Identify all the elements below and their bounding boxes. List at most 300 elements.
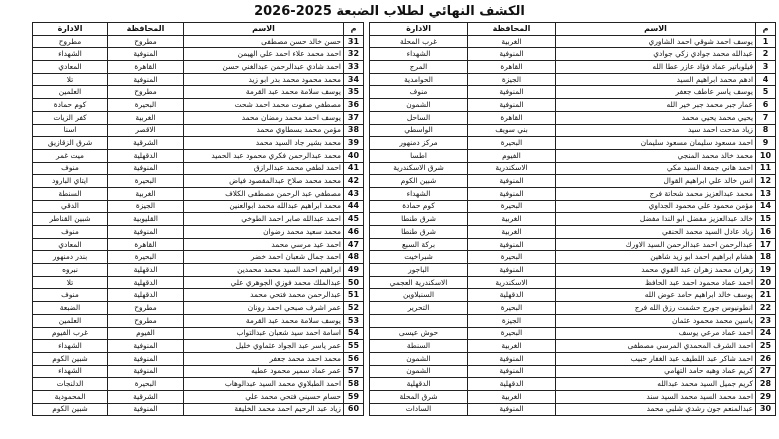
table-header-row [370, 23, 776, 36]
table-row [33, 251, 364, 264]
cell-number: 32 [344, 48, 364, 61]
table-row [370, 352, 776, 365]
cell-name: احمد الشرف المحمدي المرسي مصطفى [556, 340, 756, 353]
cell-governorate: المنوفية [108, 365, 184, 378]
cell-governorate: المنوفية [468, 264, 556, 277]
cell-number: 30 [756, 403, 776, 416]
cell-administration: شرق طنطا [370, 213, 468, 226]
cell-administration: منوف [370, 86, 468, 99]
cell-governorate: بني سويف [468, 124, 556, 137]
cell-name: احمد عماد مرعي يوسف [556, 327, 756, 340]
table-row [33, 175, 364, 188]
cell-name: عبدالرحمن احمد عبدالرحمن السيد الاورك [556, 238, 756, 251]
cell-governorate: الغربية [468, 340, 556, 353]
cell-number: 21 [756, 289, 776, 302]
cell-name: زياد عادل السيد محمد الحنفي [556, 226, 756, 239]
cell-administration: اسنا [33, 124, 108, 137]
cell-number: 27 [756, 365, 776, 378]
cell-administration: السنطة [33, 187, 108, 200]
cell-name: كريم جميل السيد محمد عبدالله [556, 378, 756, 391]
cell-name: انطونيوس جورج حشمت رزق الله فرج [556, 302, 756, 315]
cell-administration: الشهداء [370, 48, 468, 61]
cell-governorate: الدقهلية [108, 264, 184, 277]
cell-governorate: المنوفية [468, 187, 556, 200]
cell-administration: الساحل [370, 111, 468, 124]
cell-administration: ايتاي البارود [33, 175, 108, 188]
cell-administration: الحوامدية [370, 73, 468, 86]
cell-governorate: الدقهلية [468, 378, 556, 391]
cell-number: 7 [756, 111, 776, 124]
cell-governorate: المنوفية [108, 226, 184, 239]
table-row [370, 289, 776, 302]
cell-name: احمد عبدالله صابر احمد الطوخي [184, 213, 344, 226]
table-row [33, 390, 364, 403]
cell-name: محمد محمد صلاح عبدالمقصود فياض [184, 175, 344, 188]
table-row [33, 276, 364, 289]
cell-number: 51 [344, 289, 364, 302]
cell-name: محمد محمود محمد بدر ابو زيد [184, 73, 344, 86]
cell-name: يوسف ياسر عاطف جعفر [556, 86, 756, 99]
cell-governorate: مطروح [108, 35, 184, 48]
cell-name: اسامة احمد سيد شعبان عبدالتواب [184, 327, 344, 340]
table-row [33, 314, 364, 327]
table-row [370, 213, 776, 226]
cell-number: 45 [344, 213, 364, 226]
cell-governorate: البحيرة [468, 327, 556, 340]
cell-administration: منوف [33, 162, 108, 175]
cell-number: 47 [344, 238, 364, 251]
cell-name: احمد شاكر عبد اللطيف عبد الغفار حبيب [556, 352, 756, 365]
cell-number: 18 [756, 251, 776, 264]
cell-governorate: المنوفية [108, 352, 184, 365]
cell-number: 10 [756, 149, 776, 162]
cell-number: 33 [344, 61, 364, 74]
cell-number: 17 [756, 238, 776, 251]
cell-administration: شرق طنطا [370, 226, 468, 239]
table-row [33, 327, 364, 340]
table-row [370, 327, 776, 340]
table-row [33, 35, 364, 48]
cell-administration: اطسا [370, 149, 468, 162]
cell-governorate: البحيرة [108, 251, 184, 264]
cell-administration: مطروح [33, 35, 108, 48]
table-row [370, 61, 776, 74]
table-row [33, 137, 364, 150]
cell-number: 9 [756, 137, 776, 150]
cell-governorate: المنوفية [468, 352, 556, 365]
cell-administration: الدلنجات [33, 378, 108, 391]
cell-administration: الشهداء [33, 365, 108, 378]
cell-governorate: المنوفية [108, 162, 184, 175]
students-table-left [32, 22, 364, 416]
cell-name: محمد سعيد محمد رضوان [184, 226, 344, 239]
table-row [33, 86, 364, 99]
cell-number: 35 [344, 86, 364, 99]
cell-governorate: الفيوم [468, 149, 556, 162]
table-row [370, 264, 776, 277]
table-row [370, 86, 776, 99]
table-row [33, 238, 364, 251]
table-row [370, 276, 776, 289]
cell-governorate: البحيرة [468, 302, 556, 315]
cell-governorate: الجيزة [468, 314, 556, 327]
cell-number: 6 [756, 99, 776, 112]
cell-administration: نبروه [33, 264, 108, 277]
table-row [370, 302, 776, 315]
cell-governorate: الغربية [108, 187, 184, 200]
cell-governorate: المنوفية [468, 48, 556, 61]
cell-governorate: الجيزة [468, 73, 556, 86]
cell-governorate: الفيوم [108, 327, 184, 340]
table-row [33, 378, 364, 391]
cell-administration: الشهداء [370, 187, 468, 200]
table-row [370, 226, 776, 239]
cell-administration: حوش عيسى [370, 327, 468, 340]
cell-administration: المعادي [33, 238, 108, 251]
table-row [370, 403, 776, 416]
table-row [33, 302, 364, 315]
cell-administration: شرق الاسكندرية [370, 162, 468, 175]
cell-name: مصطفي عبد الرحمن مصطفى الكلاف [184, 187, 344, 200]
cell-administration: شبين الكوم [33, 403, 108, 416]
cell-administration: غرب الفيوم [33, 327, 108, 340]
cell-administration: الشمون [370, 365, 468, 378]
table-row [370, 175, 776, 188]
cell-governorate: البحيرة [108, 378, 184, 391]
cell-governorate: الدقهلية [468, 289, 556, 302]
cell-governorate: القاهرة [108, 238, 184, 251]
table-row [33, 99, 364, 112]
cell-governorate: الغربية [468, 213, 556, 226]
cell-number: 19 [756, 264, 776, 277]
cell-name: يوسف احمد محمد رمضان محمد [184, 111, 344, 124]
cell-name: احمد عيد مرسي محمد [184, 238, 344, 251]
cell-governorate: الاقصر [108, 124, 184, 137]
cell-name: احمد عماد محمود احمد عبد الحافظ [556, 276, 756, 289]
cell-number: 26 [756, 352, 776, 365]
cell-name: فيلوباتير عماد فؤاد عازر عطا الله [556, 61, 756, 74]
cell-name: عبدالرحمن محمد فتحي محمد [184, 289, 344, 302]
cell-administration: شبين الكوم [370, 175, 468, 188]
cell-name: ابراهيم احمد السيد محمد محمدين [184, 264, 344, 277]
table-row [370, 390, 776, 403]
cell-administration: شبين الكوم [33, 352, 108, 365]
cell-number: 48 [344, 251, 364, 264]
cell-number: 54 [344, 327, 364, 340]
cell-number: 34 [344, 73, 364, 86]
header-governorate: المحافظة [108, 23, 184, 36]
cell-number: 1 [756, 35, 776, 48]
table-row [33, 340, 364, 353]
cell-governorate: الدقهلية [108, 276, 184, 289]
table-row [370, 48, 776, 61]
cell-governorate: القليوبية [108, 213, 184, 226]
cell-name: مؤمن محمد بسطاوي محمد [184, 124, 344, 137]
cell-name: احمد هاني جمعة السيد مكي [556, 162, 756, 175]
table-row [33, 124, 364, 137]
table-row [33, 403, 364, 416]
table-row [33, 187, 364, 200]
cell-number: 5 [756, 86, 776, 99]
cell-number: 38 [344, 124, 364, 137]
cell-number: 11 [756, 162, 776, 175]
cell-number: 50 [344, 276, 364, 289]
cell-administration: السادات [370, 403, 468, 416]
cell-name: عبدالملك محمد فوزي الجوهري علي [184, 276, 344, 289]
table-row [370, 187, 776, 200]
table-row [370, 251, 776, 264]
cell-number: 57 [344, 365, 364, 378]
cell-governorate: المنوفية [108, 340, 184, 353]
cell-administration: السنطة [370, 340, 468, 353]
table-row [370, 238, 776, 251]
cell-governorate: القاهرة [108, 61, 184, 74]
table-row [370, 378, 776, 391]
cell-governorate: البحيرة [468, 137, 556, 150]
cell-number: 53 [344, 314, 364, 327]
cell-governorate: القاهرة [468, 111, 556, 124]
cell-administration: ميت غمر [33, 149, 108, 162]
cell-name: ياسين محمد محمود عثمان [556, 314, 756, 327]
cell-governorate: المنوفية [468, 86, 556, 99]
cell-administration: كفر الزيات [33, 111, 108, 124]
table-row [370, 200, 776, 213]
cell-name: يوسف احمد شوقي احمد الشاوري [556, 35, 756, 48]
cell-administration: الضبعة [33, 302, 108, 315]
cell-number: 56 [344, 352, 364, 365]
header-governorate: المحافظة [468, 23, 556, 36]
cell-governorate: الدقهلية [108, 289, 184, 302]
cell-name: هشام ابراهيم احمد ابو زيد شاهين [556, 251, 756, 264]
table-row [33, 61, 364, 74]
cell-administration: المعادي [33, 61, 108, 74]
cell-administration: كوم حمادة [33, 99, 108, 112]
cell-name: عمار جبر محمد جبر خير الله [556, 99, 756, 112]
header-number: م [344, 23, 364, 36]
table-header-row [33, 23, 364, 36]
cell-administration [370, 314, 468, 327]
cell-name: احمد جمال شعبان احمد خضر [184, 251, 344, 264]
cell-governorate: مطروح [108, 86, 184, 99]
table-row [33, 111, 364, 124]
cell-number: 12 [756, 175, 776, 188]
cell-name: مؤمن محمود علي محمود الجداوي [556, 200, 756, 213]
cell-number: 52 [344, 302, 364, 315]
cell-name: عمر ياسر عبد الجواد عثماوي خليل [184, 340, 344, 353]
cell-name: عبدالله محمد جوادي زكي جوادي [556, 48, 756, 61]
table-row [33, 149, 364, 162]
table-row [370, 35, 776, 48]
cell-name: مصطفي صفوت محمد احمد شحت [184, 99, 344, 112]
cell-number: 44 [344, 200, 364, 213]
table-row [33, 365, 364, 378]
cell-number: 24 [756, 327, 776, 340]
table-row [370, 99, 776, 112]
cell-governorate: المنوفية [468, 175, 556, 188]
cell-number: 59 [344, 390, 364, 403]
cell-governorate: المنوفية [468, 365, 556, 378]
table-row [370, 137, 776, 150]
cell-governorate: المنوفية [108, 403, 184, 416]
cell-administration: المرج [370, 61, 468, 74]
cell-number: 60 [344, 403, 364, 416]
table-row [33, 264, 364, 277]
cell-number: 23 [756, 314, 776, 327]
cell-number: 3 [756, 61, 776, 74]
cell-administration: تلا [33, 276, 108, 289]
cell-number: 49 [344, 264, 364, 277]
cell-number: 31 [344, 35, 364, 48]
cell-name: احمد مسعود سليمان مسعود سليمان [556, 137, 756, 150]
table-row [33, 73, 364, 86]
cell-governorate: المنوفية [108, 73, 184, 86]
cell-administration: الباجور [370, 264, 468, 277]
cell-name: احمد شادي عبدالرحمن عبدالغني حسن [184, 61, 344, 74]
cell-governorate: مطروح [108, 314, 184, 327]
cell-number: 25 [756, 340, 776, 353]
cell-name: عمر اشرف صبحي احمد رونان [184, 302, 344, 315]
cell-number: 55 [344, 340, 364, 353]
table-row [370, 340, 776, 353]
cell-administration: الشمون [370, 352, 468, 365]
header-name: الاسم [184, 23, 344, 36]
table-row [33, 226, 364, 239]
cell-governorate: البحيرة [468, 251, 556, 264]
cell-administration: منوف [33, 289, 108, 302]
cell-number: 40 [344, 149, 364, 162]
cell-number: 22 [756, 302, 776, 315]
cell-name: عمر عماد سمير محمود عطيه [184, 365, 344, 378]
cell-name: يحيي محمد يحيي محمد [556, 111, 756, 124]
cell-governorate: البحيرة [468, 200, 556, 213]
table-row [33, 162, 364, 175]
cell-name: محمد عبدالرحمن فكري محمود عبد الحميد [184, 149, 344, 162]
cell-administration: الشهداء [33, 48, 108, 61]
cell-number: 39 [344, 137, 364, 150]
table-row [33, 213, 364, 226]
cell-governorate: الغربية [468, 226, 556, 239]
cell-number: 16 [756, 226, 776, 239]
table-row [33, 352, 364, 365]
header-administration: الادارة [370, 23, 468, 36]
cell-governorate: المنوفية [468, 403, 556, 416]
students-table-right [369, 22, 776, 416]
table-row [33, 200, 364, 213]
cell-governorate: الغربية [468, 390, 556, 403]
cell-number: 20 [756, 276, 776, 289]
cell-name: يوسف سلامة محمد عبد القرمة [184, 314, 344, 327]
cell-administration: الاسكندرية العجمي [370, 276, 468, 289]
cell-name: حسام حسيني فتحي محمد علي [184, 390, 344, 403]
cell-name: انس خالد علي ابراهيم القوال [556, 175, 756, 188]
cell-administration: شبراخيت [370, 251, 468, 264]
table-row [370, 124, 776, 137]
header-administration: الادارة [33, 23, 108, 36]
cell-administration: شرق المحلة [370, 390, 468, 403]
cell-administration: تلا [33, 73, 108, 86]
cell-administration: بندر دمنهور [33, 251, 108, 264]
cell-number: 41 [344, 162, 364, 175]
cell-governorate: الغربية [468, 35, 556, 48]
cell-number: 14 [756, 200, 776, 213]
cell-name: يوسف خالد ابراهيم حامد عوض الله [556, 289, 756, 302]
cell-administration: الشهداء [33, 340, 108, 353]
cell-number: 8 [756, 124, 776, 137]
cell-number: 2 [756, 48, 776, 61]
cell-governorate: الاسكندرية [468, 276, 556, 289]
cell-number: 36 [344, 99, 364, 112]
table-row [370, 162, 776, 175]
cell-administration: المحمودية [33, 390, 108, 403]
cell-governorate: الغربية [108, 111, 184, 124]
cell-name: يوسف سلامة محمد عبد القرمة [184, 86, 344, 99]
cell-name: حسن خالد حسن مصطفى [184, 35, 344, 48]
cell-number: 58 [344, 378, 364, 391]
cell-governorate: الشرقية [108, 390, 184, 403]
cell-governorate: الشرقية [108, 137, 184, 150]
cell-number: 37 [344, 111, 364, 124]
cell-governorate: البحيرة [108, 175, 184, 188]
cell-administration: العلمين [33, 86, 108, 99]
cell-administration: شبين القناطر [33, 213, 108, 226]
cell-name: كريم عماد وهبه حامد التهامي [556, 365, 756, 378]
cell-governorate: مطروح [108, 302, 184, 315]
table-row [370, 365, 776, 378]
cell-number: 15 [756, 213, 776, 226]
cell-governorate: المنوفية [108, 48, 184, 61]
cell-name: احمد لطفي محمد عبدالرازق [184, 162, 344, 175]
cell-number: 42 [344, 175, 364, 188]
cell-governorate: الجيزة [108, 200, 184, 213]
cell-name: محمد عبدالعزيز محمد شحاتة فرج [556, 187, 756, 200]
cell-governorate: المنوفية [468, 99, 556, 112]
table-row [33, 48, 364, 61]
cell-governorate: المنوفية [468, 238, 556, 251]
cell-administration: كوم حمادة [370, 200, 468, 213]
cell-name: محمد خالد محمد المنجي [556, 149, 756, 162]
cell-administration: غرب المحلة [370, 35, 468, 48]
cell-name: زياد مدحت احمد سيد [556, 124, 756, 137]
cell-name: خالد عبدالعزيز مفضل ابو الندا مفضل [556, 213, 756, 226]
cell-name: ادهم محمد ابراهيم السيد [556, 73, 756, 86]
cell-number: 46 [344, 226, 364, 239]
cell-administration: الدقي [33, 200, 108, 213]
cell-name: محمد بشير جاد السيد محمد [184, 137, 344, 150]
cell-name: محمد احمد محمد جعفر [184, 352, 344, 365]
cell-administration: بركة السبع [370, 238, 468, 251]
cell-governorate: الاسكندرية [468, 162, 556, 175]
cell-administration: الشمون [370, 99, 468, 112]
table-row [370, 314, 776, 327]
cell-name: محمد ابراهيم عبدالله محمد ابوالعنين [184, 200, 344, 213]
cell-governorate: البحيرة [108, 99, 184, 112]
cell-number: 13 [756, 187, 776, 200]
cell-governorate: الدقهلية [108, 149, 184, 162]
cell-name: زهران محمد زهران عبد القوي محمد [556, 264, 756, 277]
cell-governorate: القاهرة [468, 61, 556, 74]
cell-administration: العلمين [33, 314, 108, 327]
cell-name: احمد الطبلاوي محمد السيد عبدالوهاب [184, 378, 344, 391]
cell-administration: شرق الزقازيق [33, 137, 108, 150]
header-number: م [756, 23, 776, 36]
page-title: الكشف النهائي لطلاب الضبعة 2025-2026 [254, 4, 525, 19]
table-row [370, 111, 776, 124]
cell-administration: السنبلاوين [370, 289, 468, 302]
cell-administration: الواسطي [370, 124, 468, 137]
table-row [370, 149, 776, 162]
cell-number: 28 [756, 378, 776, 391]
cell-number: 4 [756, 73, 776, 86]
